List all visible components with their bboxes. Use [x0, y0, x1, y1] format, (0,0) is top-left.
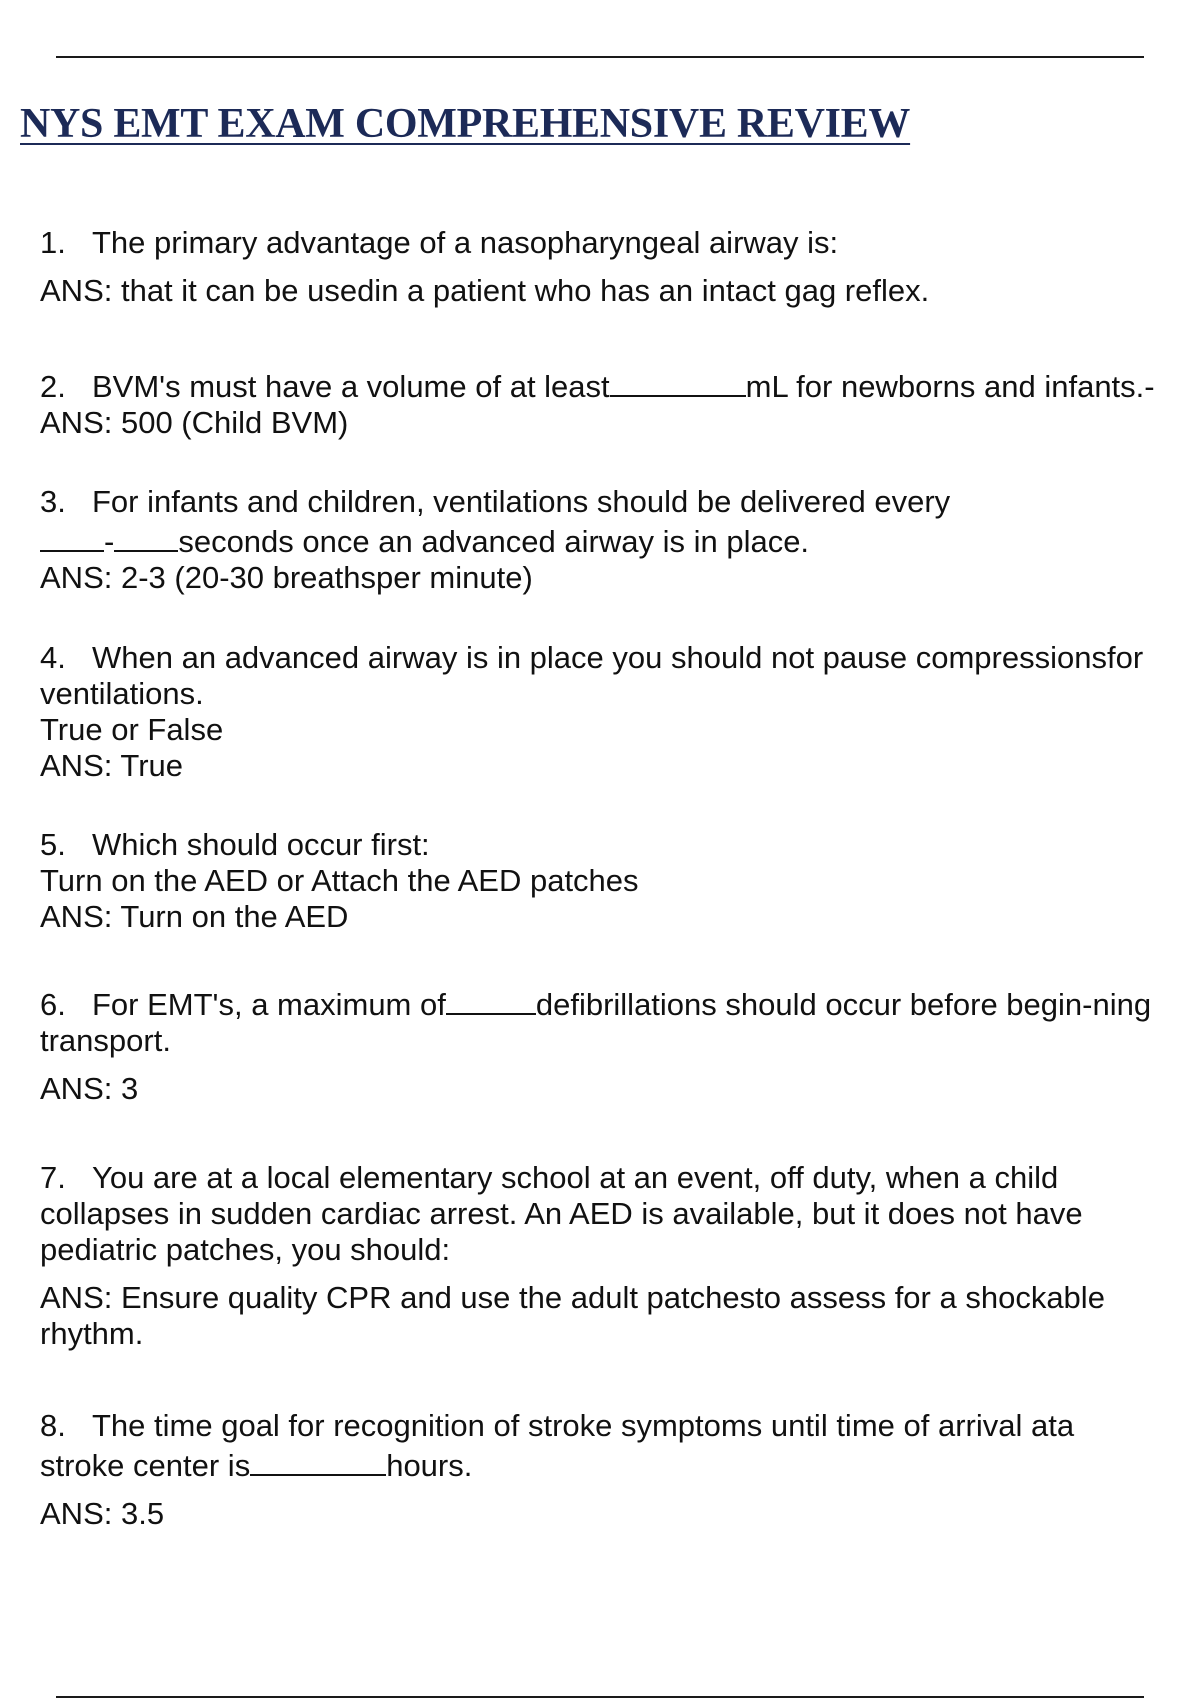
- answer-text: ANS: 2-3 (20-30 breathsper minute): [40, 560, 533, 595]
- question-block-7: [40, 1160, 1160, 1352]
- question-text-continued: - seconds once an advanced airway is in place.: [40, 520, 1160, 560]
- fill-in-blank: [610, 365, 746, 397]
- answer-options: True or False: [40, 712, 224, 747]
- bottom-divider: [56, 1696, 1144, 1698]
- question-text: 1. The primary advantage of a nasopharyngeal airway is:: [40, 225, 839, 260]
- answer-text: ANS: 3: [40, 1071, 139, 1106]
- question-block-3: [40, 484, 1160, 596]
- answer-text: ANS: True: [40, 748, 183, 783]
- answer-text: ANS: that it can be usedin a patient who has an intact gag reflex.: [40, 273, 930, 308]
- question-number: 2.: [40, 369, 66, 404]
- question-text: 2. BVM's must have a volume of at least mL for newborns and infants.-: [40, 365, 1160, 405]
- question-number: 8.: [40, 1408, 66, 1443]
- fill-in-blank: [446, 983, 536, 1015]
- answer-text: ANS: 500 (Child BVM): [40, 405, 349, 440]
- question-text: 7. You are at a local elementary school at an event, off duty, when a child collapses in sudden cardiac arrest. An AED is available, but it does not have pediatric patches, you should:: [40, 1160, 1083, 1267]
- question-block-8: [40, 1408, 1160, 1532]
- fill-in-blank: [40, 520, 104, 552]
- question-number: 3.: [40, 484, 66, 519]
- question-block-1: [40, 225, 1160, 309]
- document-title: NYS EMT EXAM COMPREHENSIVE REVIEW: [20, 101, 911, 147]
- question-text: 3. For infants and children, ventilations should be delivered every: [40, 484, 951, 519]
- question-number: 5.: [40, 827, 66, 862]
- question-block-2: [40, 365, 1160, 441]
- question-number: 6.: [40, 987, 66, 1022]
- top-divider: [56, 56, 1144, 58]
- answer-text: ANS: Turn on the AED: [40, 899, 349, 934]
- fill-in-blank: [250, 1444, 386, 1476]
- fill-in-blank: [114, 520, 178, 552]
- question-text: 5. Which should occur first:: [40, 827, 430, 862]
- question-number: 1.: [40, 225, 66, 260]
- question-block-4: [40, 640, 1160, 784]
- question-block-5: [40, 827, 1160, 935]
- answer-options: Turn on the AED or Attach the AED patches: [40, 863, 639, 898]
- answer-text: ANS: 3.5: [40, 1496, 165, 1531]
- question-text: 6. For EMT's, a maximum of defibrillations should occur before begin-ning transport.: [40, 983, 1160, 1059]
- question-number: 4.: [40, 640, 66, 675]
- question-text: 8. The time goal for recognition of stroke symptoms until time of arrival ata stroke center is hours.: [40, 1408, 1075, 1483]
- question-text: 4. When an advanced airway is in place you should not pause compressionsfor ventilations.: [40, 640, 1144, 711]
- question-block-6: [40, 983, 1160, 1107]
- answer-text: ANS: Ensure quality CPR and use the adult patchesto assess for a shockable rhythm.: [40, 1280, 1105, 1351]
- question-number: 7.: [40, 1160, 66, 1195]
